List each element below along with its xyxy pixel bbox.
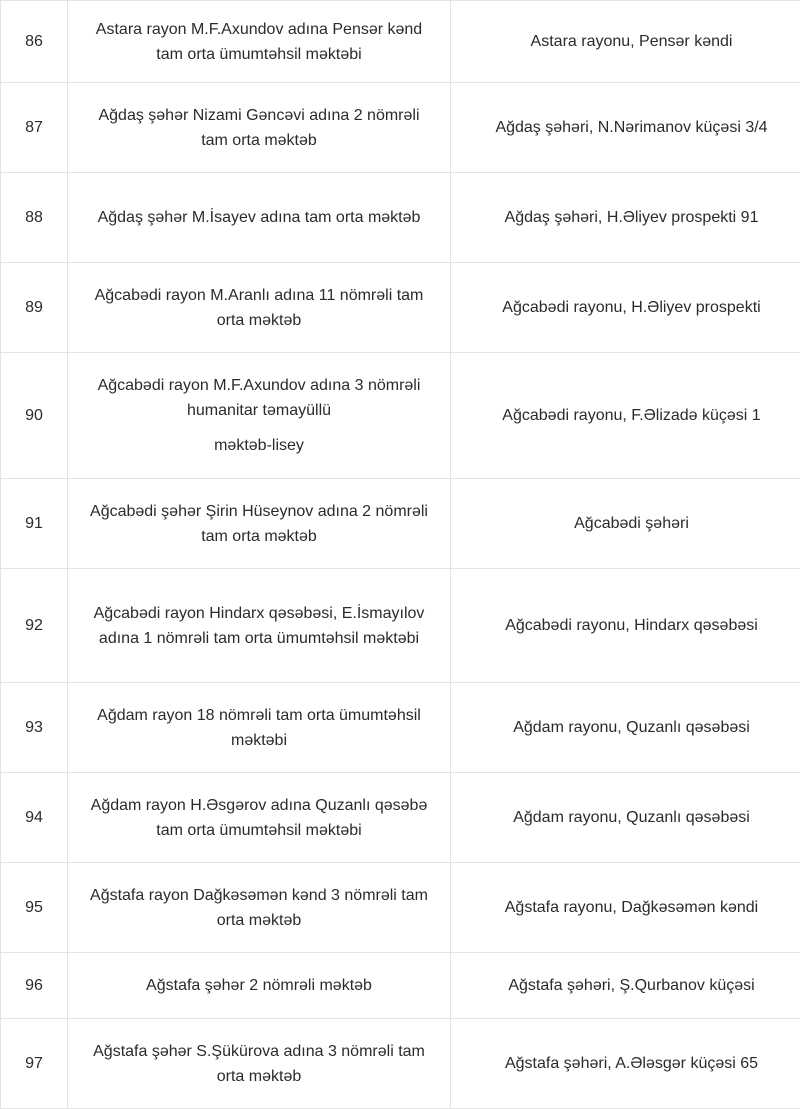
school-name-cell	[68, 83, 451, 173]
school-name-cell	[68, 1, 451, 83]
school-name: Astara rayon M.F.Axundov adına Pensər kənd tam orta ümumtəhsil məktəbi	[68, 17, 450, 67]
address-cell	[451, 353, 800, 479]
school-address: Ağdaş şəhəri, H.Əliyev prospekti 91	[451, 205, 800, 230]
address-cell	[451, 683, 800, 773]
school-name-cell	[68, 173, 451, 263]
school-address: Ağcabədi rayonu, F.Əlizadə küçəsi 1	[451, 403, 800, 428]
school-name: Ağstafa şəhər 2 nömrəli məktəb	[68, 973, 450, 998]
school-address: Ağdaş şəhəri, N.Nərimanov küçəsi 3/4	[451, 115, 800, 140]
row-number: 94	[1, 773, 68, 863]
school-name-cell	[68, 863, 451, 953]
school-address: Astara rayonu, Pensər kəndi	[451, 29, 800, 54]
school-name: Ağcabədi rayon M.F.Axundov adına 3 nömrəli humanitar təmayüllü	[68, 373, 450, 423]
address-cell	[451, 569, 800, 683]
school-name: Ağcabədi şəhər Şirin Hüseynov adına 2 nömrəli tam orta məktəb	[68, 499, 450, 549]
row-number: 87	[1, 83, 68, 173]
school-address: Ağstafa şəhəri, Ş.Qurbanov küçəsi	[451, 973, 800, 998]
address-cell	[451, 83, 800, 173]
school-address: Ağcabədi şəhəri	[451, 511, 800, 536]
table-row	[1, 683, 800, 773]
row-number: 96	[1, 953, 68, 1019]
address-cell	[451, 773, 800, 863]
school-name: Ağdaş şəhər Nizami Gəncəvi adına 2 nömrəli tam orta məktəb	[68, 103, 450, 153]
row-number: 90	[1, 353, 68, 479]
school-name-cell	[68, 479, 451, 569]
school-name: Ağstafa rayon Dağkəsəmən kənd 3 nömrəli tam orta məktəb	[68, 883, 450, 933]
row-number: 92	[1, 569, 68, 683]
address-cell	[451, 263, 800, 353]
address-cell	[451, 1, 800, 83]
row-number: 89	[1, 263, 68, 353]
school-name-cell	[68, 1019, 451, 1109]
row-number: 97	[1, 1019, 68, 1109]
school-address: Ağdam rayonu, Quzanlı qəsəbəsi	[451, 715, 800, 740]
table-row	[1, 263, 800, 353]
school-name-cell	[68, 263, 451, 353]
school-name-cell	[68, 353, 451, 479]
table-row	[1, 569, 800, 683]
school-name: Ağcabədi rayon M.Aranlı adına 11 nömrəli tam orta məktəb	[68, 283, 450, 333]
address-cell	[451, 173, 800, 263]
table-body	[1, 1, 800, 1109]
school-address: Ağstafa rayonu, Dağkəsəmən kəndi	[451, 895, 800, 920]
table-row	[1, 173, 800, 263]
table-row	[1, 479, 800, 569]
school-address: Ağcabədi rayonu, H.Əliyev prospekti	[451, 295, 800, 320]
table-row	[1, 1, 800, 83]
table-row	[1, 863, 800, 953]
address-cell	[451, 863, 800, 953]
school-name-continuation: məktəb-lisey	[68, 433, 450, 458]
row-number: 86	[1, 1, 68, 83]
address-cell	[451, 1019, 800, 1109]
row-number: 95	[1, 863, 68, 953]
school-name-cell	[68, 773, 451, 863]
school-address: Ağstafa şəhəri, A.Ələsgər küçəsi 65	[451, 1051, 800, 1076]
table-row	[1, 353, 800, 479]
school-name: Ağdam rayon 18 nömrəli tam orta ümumtəhsil məktəbi	[68, 703, 450, 753]
address-cell	[451, 953, 800, 1019]
school-name: Ağdaş şəhər M.İsayev adına tam orta məktəb	[68, 205, 450, 230]
school-name: Ağstafa şəhər S.Şükürova adına 3 nömrəli tam orta məktəb	[68, 1039, 450, 1089]
row-number: 93	[1, 683, 68, 773]
table-row	[1, 773, 800, 863]
row-number: 91	[1, 479, 68, 569]
table-row	[1, 83, 800, 173]
school-name-cell	[68, 569, 451, 683]
table-row	[1, 1019, 800, 1109]
table-row	[1, 953, 800, 1019]
school-address: Ağcabədi rayonu, Hindarx qəsəbəsi	[451, 613, 800, 638]
school-name: Ağdam rayon H.Əsgərov adına Quzanlı qəsəbə tam orta ümumtəhsil məktəbi	[68, 793, 450, 843]
school-name-cell	[68, 683, 451, 773]
address-cell	[451, 479, 800, 569]
school-name: Ağcabədi rayon Hindarx qəsəbəsi, E.İsmayılov adına 1 nömrəli tam orta ümumtəhsil məktəbi	[68, 601, 450, 651]
school-name-cell	[68, 953, 451, 1019]
row-number: 88	[1, 173, 68, 263]
school-address: Ağdam rayonu, Quzanlı qəsəbəsi	[451, 805, 800, 830]
